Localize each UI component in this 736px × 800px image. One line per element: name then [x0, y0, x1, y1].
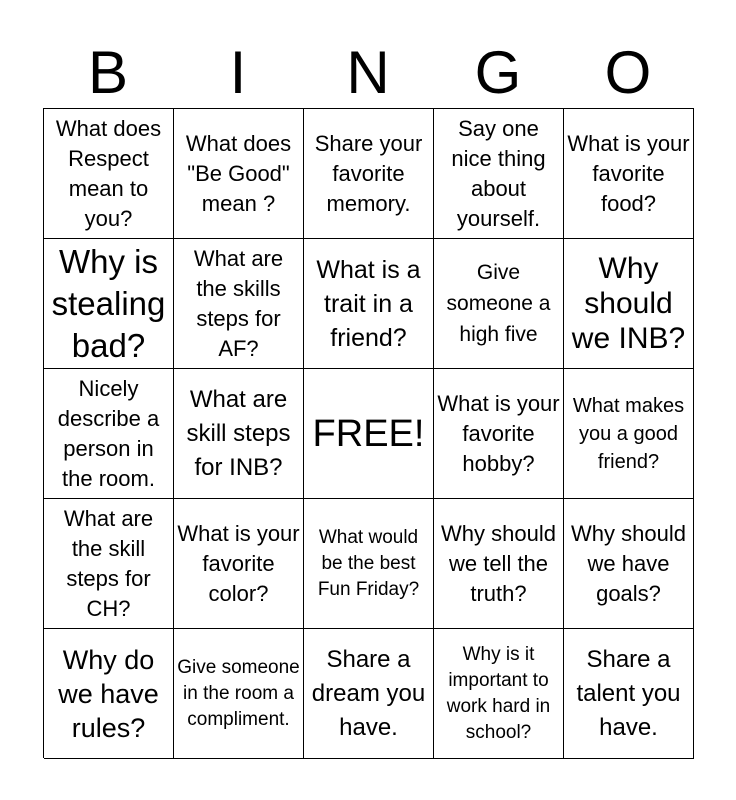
bingo-cell: What would be the best Fun Friday? — [304, 499, 434, 629]
bingo-cell: What is a trait in a friend? — [304, 239, 434, 369]
bingo-cell: Share a dream you have. — [304, 629, 434, 759]
free-space: FREE! — [304, 369, 434, 499]
bingo-header — [43, 38, 693, 108]
bingo-cell: Give someone a high five — [434, 239, 564, 369]
bingo-board — [43, 108, 694, 758]
bingo-cell: What is your favorite color? — [174, 499, 304, 629]
bingo-cell: Why should we have goals? — [564, 499, 694, 629]
bingo-cell: Give someone in the room a compliment. — [174, 629, 304, 759]
header-letter-b: B — [87, 39, 129, 106]
bingo-cell: What makes you a good friend? — [564, 369, 694, 499]
header-letter-i: I — [229, 39, 247, 106]
bingo-cell: Nicely describe a person in the room. — [44, 369, 174, 499]
bingo-cell: Why is it important to work hard in school? — [434, 629, 564, 759]
bingo-cell: What are skill steps for INB? — [174, 369, 304, 499]
bingo-cell: What is your favorite food? — [564, 109, 694, 239]
header-letter-g: G — [474, 39, 522, 106]
bingo-cell: Share your favorite memory. — [304, 109, 434, 239]
header-letter-n: N — [346, 39, 390, 106]
bingo-cell: What are the skills steps for AF? — [174, 239, 304, 369]
bingo-cell: Why should we tell the truth? — [434, 499, 564, 629]
bingo-cell: Say one nice thing about yourself. — [434, 109, 564, 239]
header-letter-o: O — [604, 39, 652, 106]
bingo-cell: Why should we INB? — [564, 239, 694, 369]
bingo-cell: What does "Be Good" mean ? — [174, 109, 304, 239]
bingo-cell: What is your favorite hobby? — [434, 369, 564, 499]
bingo-cell: What does Respect mean to you? — [44, 109, 174, 239]
bingo-cell: Share a talent you have. — [564, 629, 694, 759]
bingo-cell: What are the skill steps for CH? — [44, 499, 174, 629]
bingo-cell: Why is stealing bad? — [44, 239, 174, 369]
bingo-cell: Why do we have rules? — [44, 629, 174, 759]
